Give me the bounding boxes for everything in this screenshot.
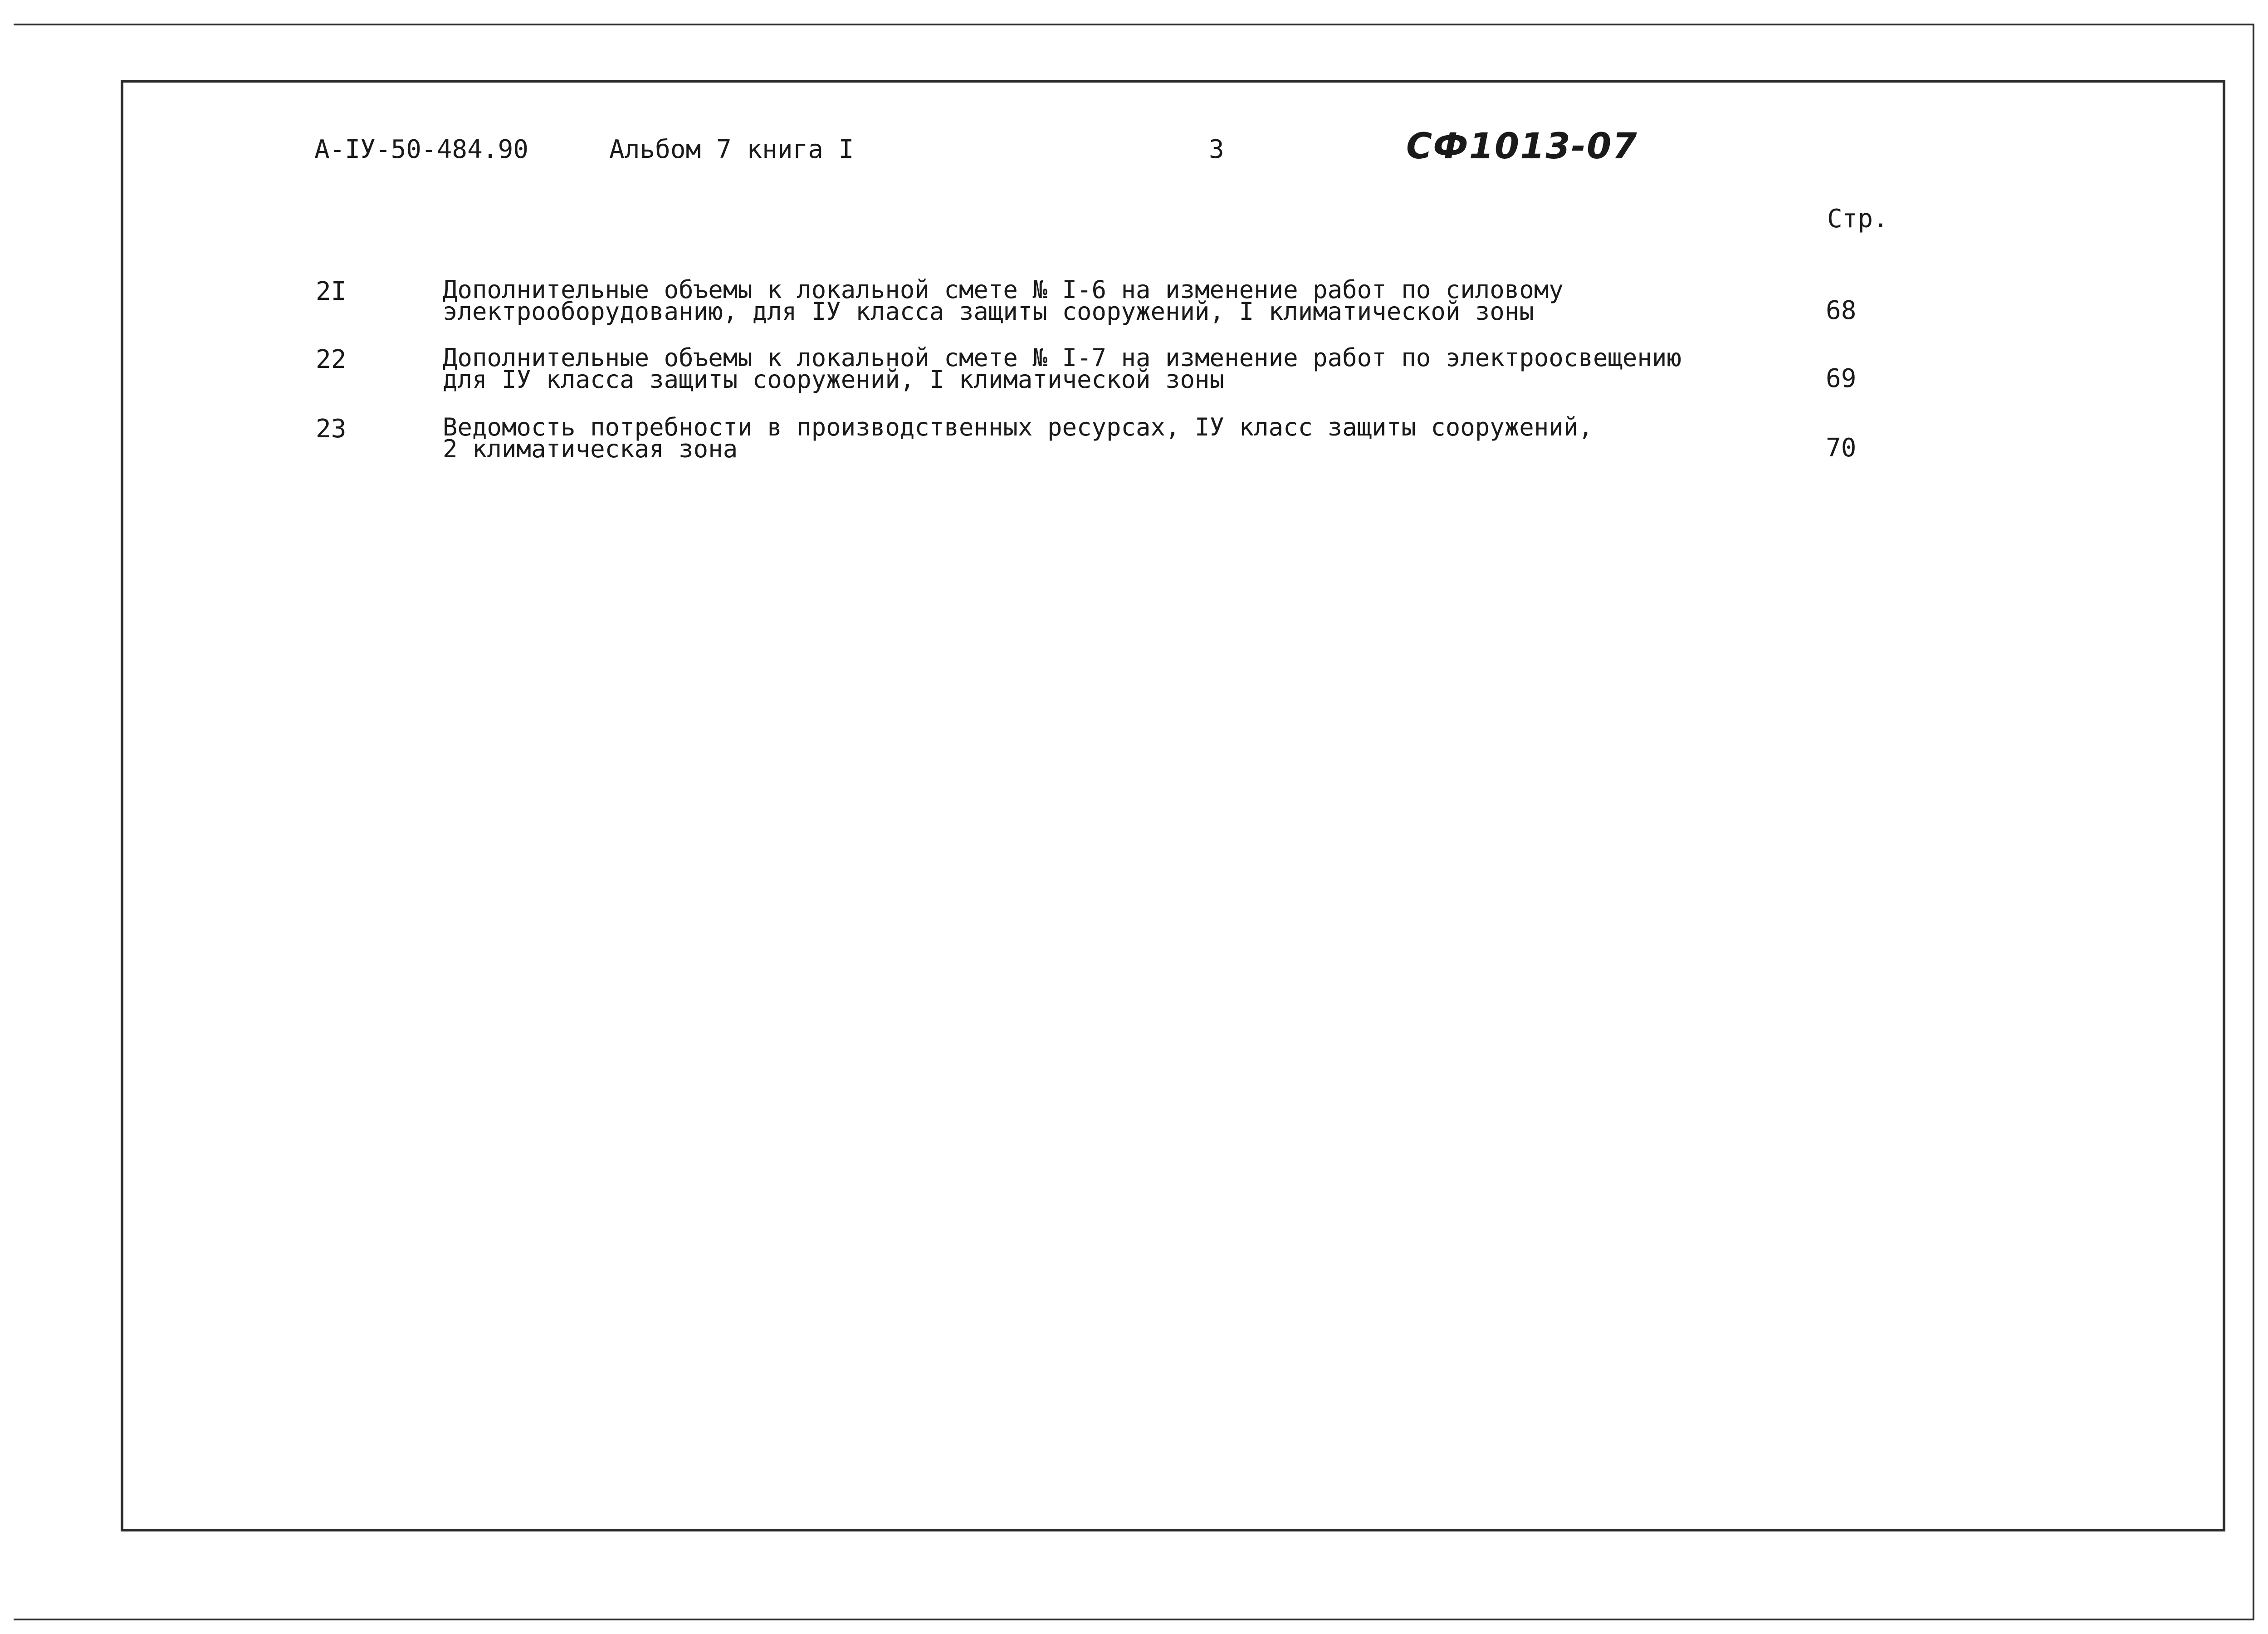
entry-title-line: Дополнительные объемы к локальной смете № I-7 на изменение работ по электроосвещению — [443, 343, 1681, 372]
list-item — [0, 413, 2268, 466]
page-number: 3 — [1209, 135, 1224, 164]
list-item — [0, 343, 2268, 397]
entry-title-line: Дополнительные объемы к локальной смете № I-6 на изменение работ по силовому — [443, 275, 1564, 304]
entry-title — [443, 275, 1564, 326]
entry-title-line: для IУ класса защиты сооружений, I климатической зоны — [443, 365, 1225, 394]
entry-page: 70 — [1826, 433, 1857, 463]
entry-title-line: 2 климатическая зона — [443, 435, 738, 463]
archive-stamp: СФ1013-07 — [1406, 126, 1638, 167]
page-column-label: Стр. — [1827, 204, 1888, 234]
entry-title-line: электрооборудованию, для IУ класса защиты сооружений, I климатической зоны — [443, 297, 1534, 326]
right-edge-line — [2253, 24, 2254, 1620]
entry-page: 69 — [1826, 364, 1857, 393]
bottom-edge-line — [14, 1619, 2254, 1620]
entry-number: 23 — [316, 414, 347, 444]
entry-title — [443, 343, 1681, 394]
entry-page: 68 — [1826, 296, 1857, 325]
top-edge-line — [14, 24, 2254, 25]
entry-number: 2I — [316, 277, 347, 306]
album-label: Альбом 7 книга I — [609, 135, 854, 164]
document-code: А-IУ-50-484.90 — [314, 135, 529, 164]
list-item — [0, 275, 2268, 329]
entry-title — [443, 413, 1593, 463]
entry-title-line: Ведомость потребности в производственных ресурсах, IУ класс защиты сооружений, — [443, 413, 1593, 441]
entry-number: 22 — [316, 345, 347, 374]
